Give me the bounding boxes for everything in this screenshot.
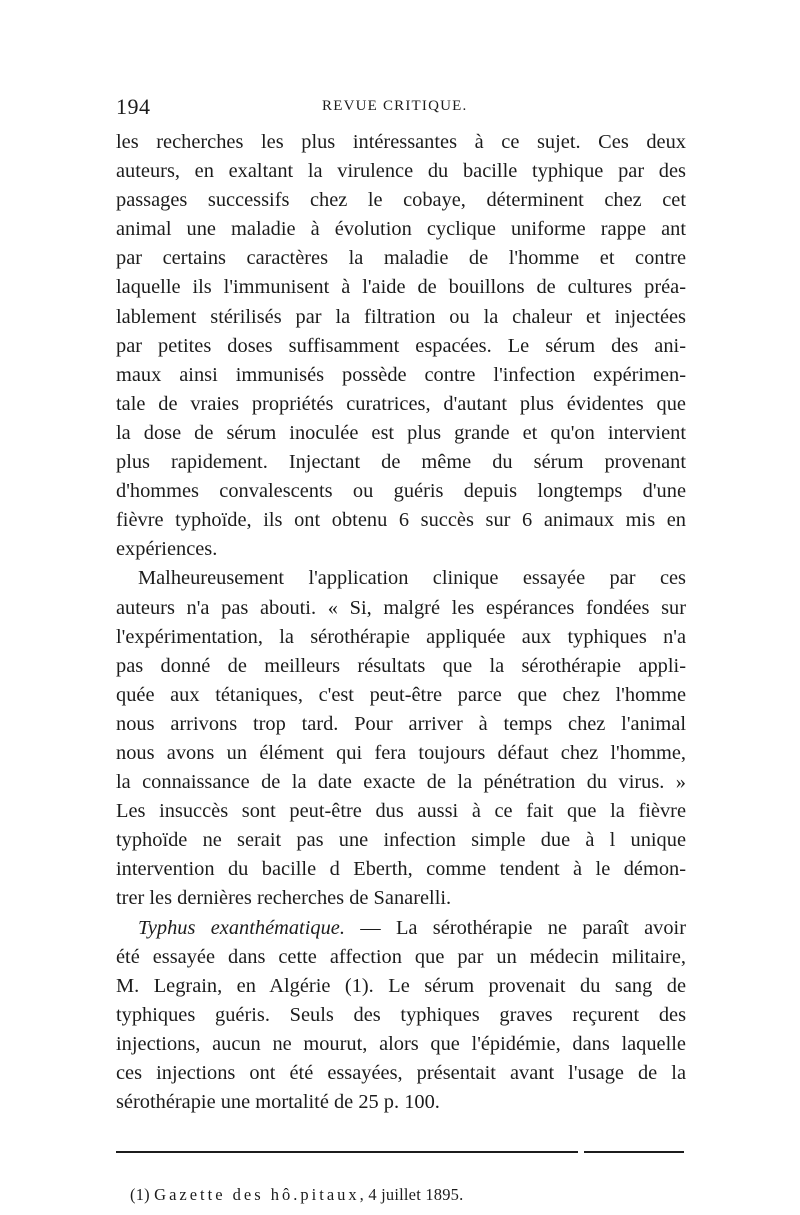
paragraph-2 [116,564,686,913]
text-line: tale de vraies propriétés curatrices, d'autant plus évidentes que [116,392,686,415]
text-line: nous arrivons trop tard. Pour arriver à temps chez l'animal [116,712,686,735]
text-line: été essayée dans cette affection que par un médecin militaire, [116,945,686,968]
text-line: injections, aucun ne mourut, alors que l'épidémie, dans laquelle [116,1032,686,1055]
text-line: l'expérimentation, la sérothérapie appliquée aux typhiques n'a [116,625,686,648]
text-line: nous avons un élément qui fera toujours défaut chez l'homme, [116,741,686,764]
text-line: typhiques guéris. Seuls des typhiques graves reçurent des [116,1003,686,1026]
text-line: auteurs n'a pas abouti. « Si, malgré les espérances fondées sur [116,596,686,619]
text-line: auteurs, en exaltant la virulence du bacille typhique par des [116,160,686,183]
text-line: par petites doses suffisamment espacées. Le sérum des ani- [116,334,686,357]
text-line: sérothérapie une mortalité de 25 p. 100. [116,1091,440,1114]
text-line: M. Legrain, en Algérie (1). Le sérum provenait du sang de [116,974,686,997]
document-page [116,94,686,1205]
footnote-separator [116,1129,686,1169]
heading-continuation: — La sérothérapie ne paraît avoir [344,916,686,939]
text-line: pas donné de meilleurs résultats que la sérothérapie appli- [116,654,686,677]
text-line: quée aux tétaniques, c'est peut-être parce que chez l'homme [116,683,686,706]
separator-rule [116,1151,578,1153]
running-head: REVUE CRITIQUE. [322,98,468,114]
text-line: Malheureusement l'application clinique essayée par ces [138,567,686,590]
footnote-marker: (1) [130,1185,150,1205]
separator-rule [584,1151,684,1153]
text-line: laquelle ils l'immunisent à l'aide de bouillons de cultures préa- [116,276,686,299]
paragraph-1 [116,128,686,564]
text-line: les recherches les plus intéressantes à ce sujet. Ces deux [116,131,686,153]
footnote [116,1185,686,1205]
text-line: la dose de sérum inoculée est plus grande et qu'on intervient [116,421,686,444]
text-line: la connaissance de la date exacte de la pénétration du virus. » [116,771,686,794]
text-line: d'hommes convalescents ou guéris depuis longtemps d'une [116,480,686,503]
page-number: 194 [116,94,151,119]
body-text [116,128,686,1117]
text-line: passages successifs chez le cobaye, déterminent chez cet [116,189,686,212]
page-header [116,94,686,128]
text-line: par certains caractères la maladie de l'homme et contre [116,247,686,270]
text-line: Les insuccès sont peut-être dus aussi à ce fait que la fièvre [116,800,686,823]
text-line: ces injections ont été essayées, présentait avant l'usage de la [116,1062,686,1084]
footnote-date: , 4 juillet 1895. [359,1185,464,1205]
text-line: plus rapidement. Injectant de même du sérum provenant [116,451,686,474]
text-line: animal une maladie à évolution cyclique uniforme rappe ant [116,218,686,241]
footnote-source: Gazette des hô.pitaux [154,1185,360,1205]
text-line: intervention du bacille d Eberth, comme tendent à le démon- [116,858,686,881]
text-line: maux ainsi immunisés possède contre l'infection expérimen- [116,363,686,386]
text-line: trer les dernières recherches de Sanarelli. [116,887,452,910]
text-line: expériences. [116,538,218,561]
text-line: typhoïde ne serait pas une infection simple due à l unique [116,829,686,852]
text-line [116,914,686,943]
text-line: fièvre typhoïde, ils ont obtenu 6 succès sur 6 animaux mis en [116,509,686,532]
paragraph-3 [116,914,686,1118]
section-heading: Typhus exanthématique. [138,916,345,939]
text-line: lablement stérilisés par la filtration ou la chaleur et injectées [116,305,686,328]
